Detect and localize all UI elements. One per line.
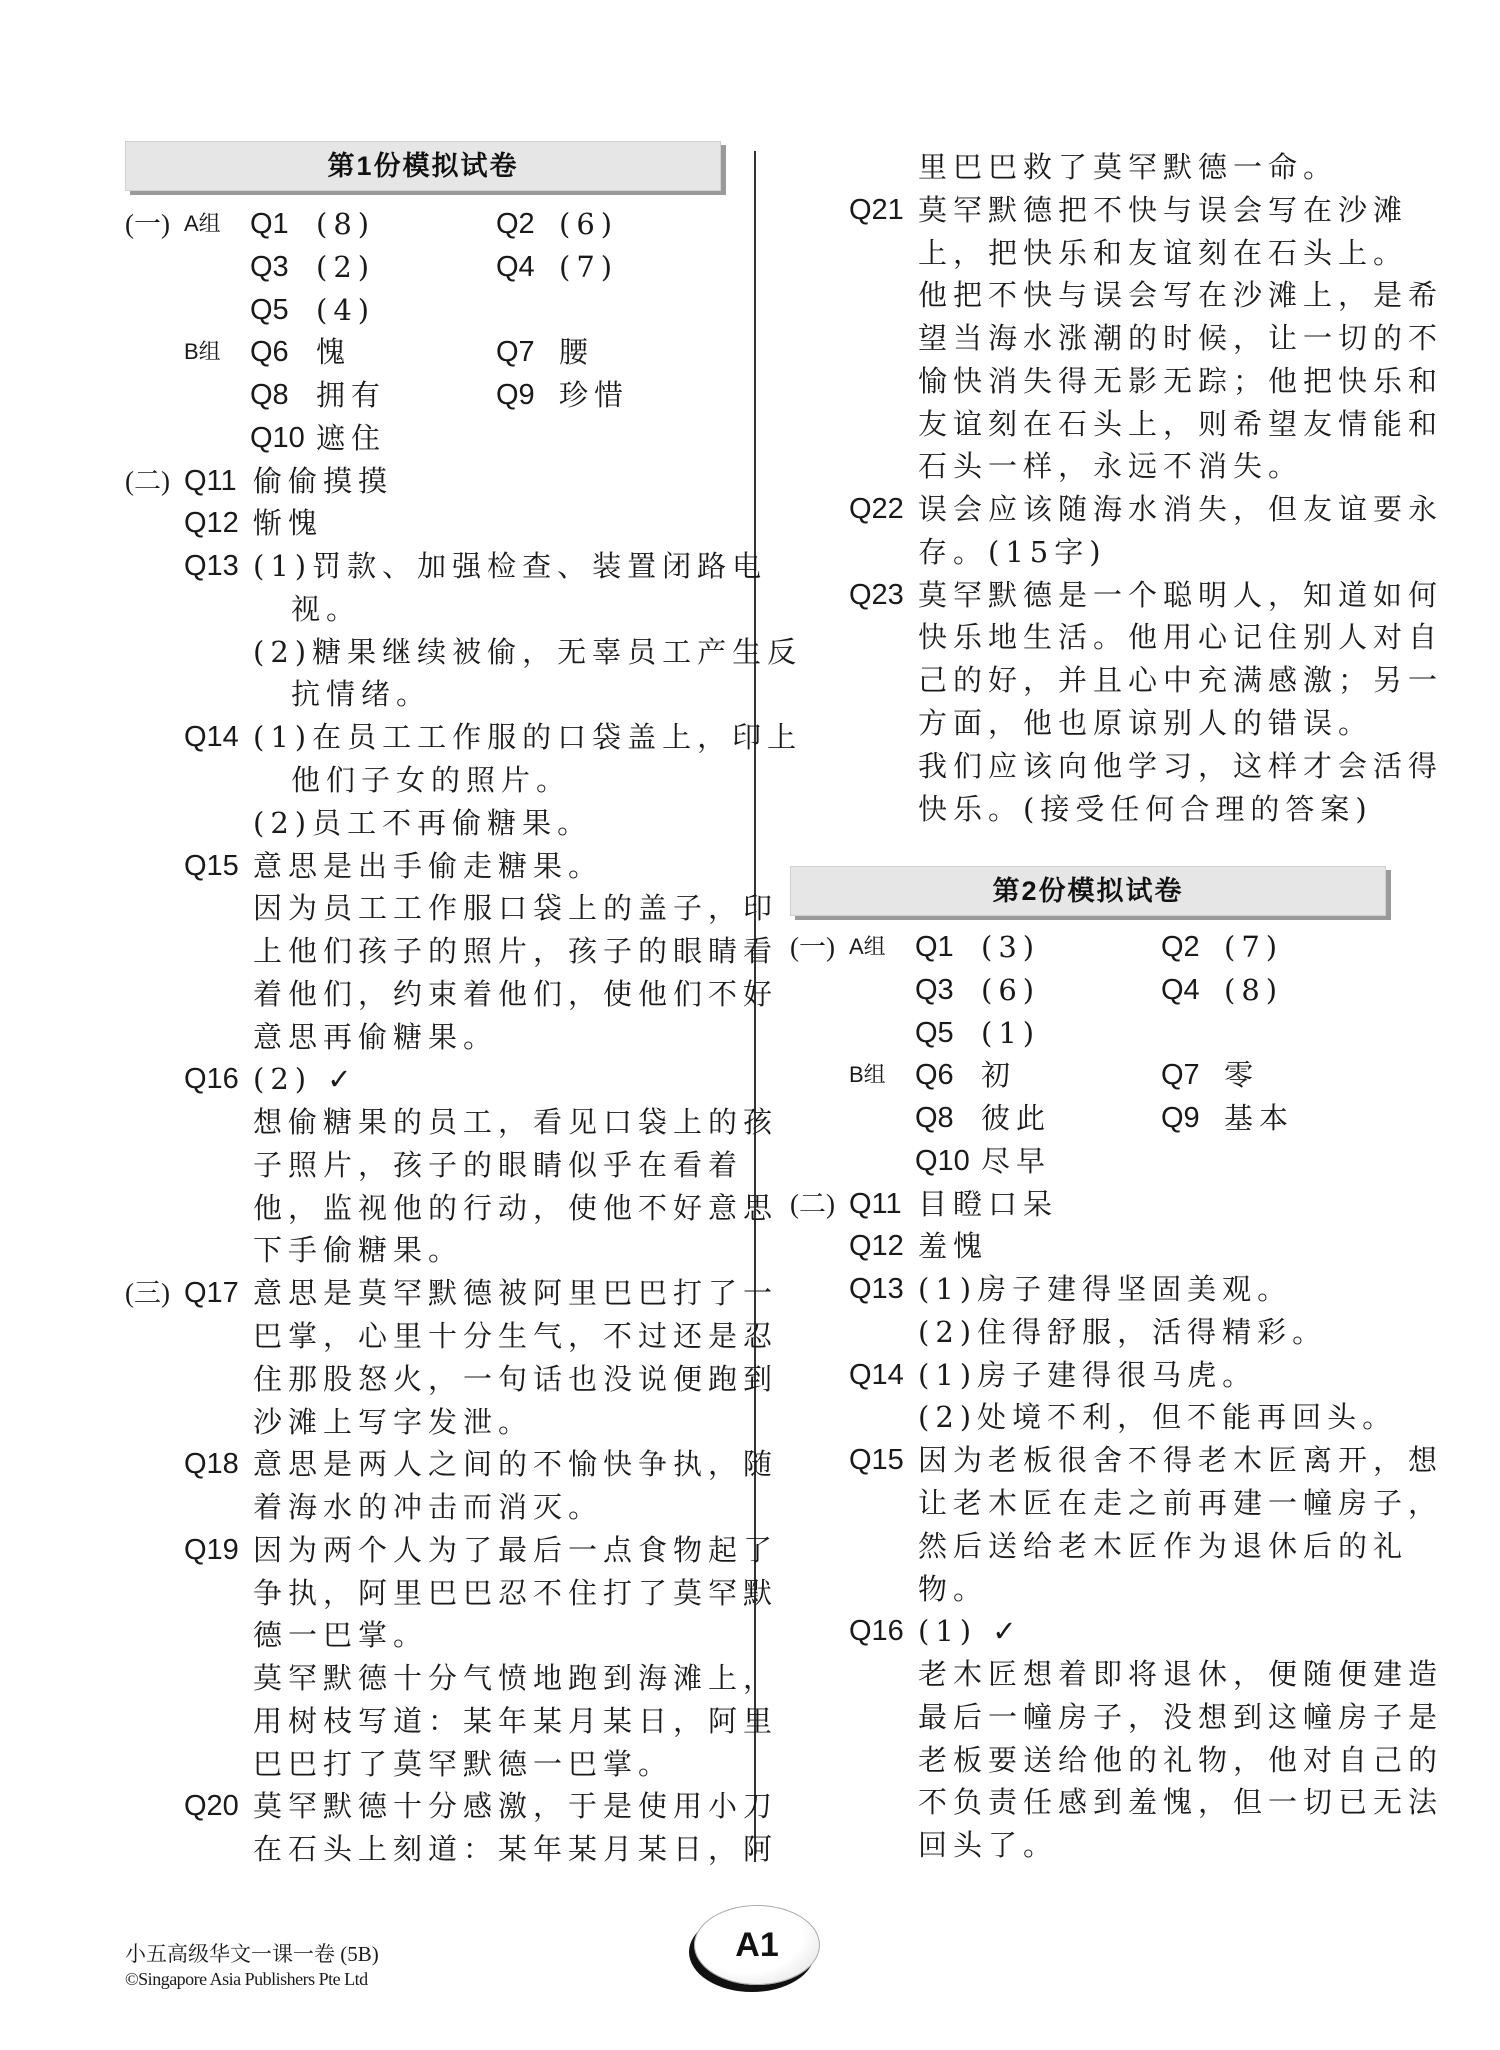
answer-row <box>125 374 725 417</box>
question-number: Q18 <box>184 1448 239 1481</box>
answer-line <box>790 616 1444 659</box>
answer-text: 拥有 <box>316 378 387 413</box>
question-number: Q16 <box>849 1615 904 1648</box>
answer-row <box>790 1354 1390 1397</box>
answer-line <box>790 659 1444 702</box>
book-title: 小五高级华文一课一卷 (5B) <box>125 1942 379 1966</box>
answer-text: 快乐。(接受任何合理的答案) <box>918 791 1373 826</box>
answer-line <box>125 631 803 674</box>
answer-row <box>790 1054 1390 1097</box>
question-number: Q22 <box>849 493 904 526</box>
answer-row <box>125 331 725 374</box>
answer-text: 在石头上刻道：某年某月某日，阿 <box>253 1832 779 1867</box>
answer-line <box>790 1311 1390 1354</box>
answer-text: (1)房子建得很马虎。 <box>918 1357 1258 1392</box>
answer-line <box>790 1781 1444 1824</box>
answer-text: 回头了。 <box>918 1828 1059 1863</box>
question-number: Q4 <box>496 250 535 283</box>
answer-line <box>125 1743 725 1786</box>
section-label: (二) <box>790 1188 835 1219</box>
answer-line <box>125 1657 779 1700</box>
answer-text: 意思再偷糖果。 <box>253 1019 499 1054</box>
answer-text: (6) <box>981 972 1041 1007</box>
answer-line <box>125 1486 725 1529</box>
answer-line <box>125 1101 779 1144</box>
answer-line <box>790 702 1390 745</box>
answer-text: 巴掌，心里十分生气，不过还是忍 <box>253 1319 779 1354</box>
answer-line <box>790 232 1409 275</box>
question-number: Q19 <box>184 1533 239 1566</box>
question-number: Q8 <box>250 379 289 412</box>
answer-text: (2)糖果继续被偷，无辜员工产生反 <box>253 634 803 669</box>
paper1-title: 第1份模拟试卷 <box>125 141 721 191</box>
question-number: Q11 <box>849 1187 902 1220</box>
answer-text: 珍惜 <box>559 378 630 413</box>
answer-text: 彼此 <box>981 1101 1052 1136</box>
answer-text: 己的好，并且心中充满感激；另一 <box>918 663 1444 698</box>
answer-text: (1)罚款、加强检查、装置闭路电 <box>253 549 768 584</box>
question-number: Q16 <box>184 1063 239 1096</box>
answer-text: 误会应该随海水消失，但友谊要永 <box>918 492 1444 527</box>
answer-line <box>790 403 1444 446</box>
question-number: Q12 <box>849 1230 904 1263</box>
answer-text: 物。 <box>918 1571 989 1606</box>
answer-text: 莫罕默德是一个聪明人，知道如何 <box>918 577 1444 612</box>
answer-row <box>790 1183 1390 1226</box>
answer-text: 意思是两人之间的不愉快争执，随 <box>253 1447 779 1482</box>
answer-row <box>790 969 1390 1012</box>
answer-text: 巴巴打了莫罕默德一巴掌。 <box>253 1746 674 1781</box>
answer-text: 着海水的冲击而消灭。 <box>253 1490 604 1525</box>
answer-text: 不负责任感到羞愧，但一切已无法 <box>918 1785 1444 1820</box>
question-number: Q5 <box>250 293 289 326</box>
answer-text: 我们应该向他学习，这样才会活得 <box>918 748 1444 783</box>
answer-row <box>790 488 1444 531</box>
answer-text: 零 <box>1224 1058 1260 1093</box>
answer-line <box>125 1229 725 1272</box>
answer-line <box>125 887 779 930</box>
answer-row <box>790 1610 1390 1653</box>
answer-text: 莫罕默德把不快与误会写在沙滩 <box>918 192 1409 227</box>
question-number: Q13 <box>849 1273 904 1306</box>
question-number: Q23 <box>849 578 904 611</box>
answer-text: (8) <box>316 207 376 241</box>
answer-text: 因为老板很舍不得老木匠离开，想 <box>918 1443 1444 1478</box>
answer-line <box>125 1700 779 1743</box>
answer-text: 他，监视他的行动，使他不好意思 <box>253 1190 779 1225</box>
answer-row <box>125 502 725 545</box>
question-number: Q20 <box>184 1790 239 1823</box>
answer-text: 然后送给老木匠作为退休后的礼 <box>918 1528 1409 1563</box>
answer-row <box>125 203 725 246</box>
answer-row <box>790 1097 1390 1140</box>
question-number: Q1 <box>250 208 289 240</box>
question-number: Q10 <box>915 1144 970 1177</box>
answer-line <box>790 1525 1409 1568</box>
answer-text: 德一巴掌。 <box>253 1618 429 1653</box>
answer-text: 羞愧 <box>918 1229 989 1264</box>
question-number: Q7 <box>496 336 535 369</box>
answer-text: 望当海水涨潮的时候，让一切的不 <box>918 321 1444 356</box>
answer-line <box>125 1401 725 1444</box>
answer-row <box>125 545 768 588</box>
answer-line <box>790 1739 1444 1782</box>
answer-text: (1)在员工工作服的口袋盖上，印上 <box>253 720 803 755</box>
answer-text: 偷偷摸摸 <box>253 463 394 498</box>
answer-text: (8) <box>1224 972 1284 1007</box>
answer-text: 下手偷糖果。 <box>253 1233 464 1268</box>
answer-text: 让老木匠在走之前再建一幢房子， <box>918 1486 1444 1520</box>
answer-text: 子照片，孩子的眼睛似乎在看着 <box>253 1147 744 1182</box>
group-label: A组 <box>184 211 221 236</box>
answer-text: 视。 <box>291 591 362 626</box>
answer-row <box>125 845 725 888</box>
question-number: Q2 <box>496 208 535 240</box>
answer-line <box>790 745 1444 788</box>
question-number: Q21 <box>849 193 904 226</box>
answer-line <box>790 317 1444 360</box>
answer-line <box>125 973 779 1016</box>
answer-text: 愧 <box>316 335 352 370</box>
question-number: Q3 <box>915 973 954 1006</box>
answer-text: 友谊刻在石头上，则希望友情能和 <box>918 406 1444 441</box>
answer-text: 尽早 <box>981 1143 1052 1178</box>
question-number: Q7 <box>1161 1059 1200 1092</box>
answer-text: 目瞪口呆 <box>918 1186 1059 1221</box>
answer-choice-check: (1) ✓ <box>918 1614 1023 1649</box>
answer-line <box>125 1572 779 1615</box>
answer-line <box>790 1396 1398 1439</box>
answer-line <box>125 802 725 845</box>
answer-text: 因为两个人为了最后一点食物起了 <box>253 1532 779 1567</box>
answer-line <box>790 146 1390 189</box>
answer-text: 里巴巴救了莫罕默德一命。 <box>918 150 1339 184</box>
answer-text: 上，把快乐和友谊刻在石头上。 <box>918 235 1409 270</box>
page-number-badge: A1 <box>694 1905 820 1985</box>
question-number: Q1 <box>915 931 954 963</box>
answer-row <box>125 289 725 332</box>
question-number: Q15 <box>849 1444 904 1477</box>
answer-line <box>790 1482 1444 1525</box>
answer-row <box>790 1225 1390 1268</box>
answer-text: 惭愧 <box>253 506 324 541</box>
question-number: Q11 <box>184 464 237 497</box>
answer-text: 存。(15字) <box>918 534 1107 569</box>
answer-text: 愉快消失得无影无踪；他把快乐和 <box>918 363 1444 398</box>
answer-text: (3) <box>981 930 1041 964</box>
section-label: (一) <box>790 932 835 962</box>
answer-line <box>790 531 1390 574</box>
question-number: Q10 <box>250 421 305 454</box>
answer-text: 快乐地生活。他用心记住别人对自 <box>918 620 1444 655</box>
answer-text: 想偷糖果的员工，看见口袋上的孩 <box>253 1105 779 1140</box>
answer-line <box>790 274 1444 317</box>
answer-text: 莫罕默德十分气愤地跑到海滩上， <box>253 1661 779 1696</box>
answer-text: 用树枝写道：某年某月某日，阿里 <box>253 1703 779 1738</box>
answer-text: 最后一幢房子，没想到这幢房子是 <box>918 1699 1444 1734</box>
answer-text: 老板要送给他的礼物，他对自己的 <box>918 1742 1444 1777</box>
answer-line <box>125 930 779 973</box>
question-number: Q9 <box>496 379 535 412</box>
answer-row <box>790 189 1409 232</box>
answer-line <box>790 360 1444 403</box>
answer-line <box>125 1614 725 1657</box>
answer-line <box>125 1358 779 1401</box>
answer-text: 他们子女的照片。 <box>291 763 572 797</box>
answer-row <box>790 1140 1390 1183</box>
question-number: Q12 <box>184 507 239 540</box>
answer-line <box>125 1187 779 1230</box>
answer-text: 莫罕默德十分感激，于是使用小刀 <box>253 1789 779 1824</box>
answer-choice-check: (2) ✓ <box>253 1062 358 1097</box>
answer-text: 意思是出手偷走糖果。 <box>253 848 604 883</box>
section-label: (三) <box>125 1278 170 1309</box>
answer-line <box>125 759 725 802</box>
group-label: A组 <box>849 934 886 959</box>
answer-line <box>790 445 1390 488</box>
answer-text: (4) <box>316 292 376 327</box>
answer-text: 方面，他也原谅别人的错误。 <box>918 706 1374 740</box>
copyright: ©Singapore Asia Publishers Pte Ltd <box>125 1969 368 1989</box>
question-number: Q5 <box>915 1016 954 1049</box>
answer-row <box>125 1272 779 1315</box>
section-label: (二) <box>125 465 170 496</box>
question-number: Q4 <box>1161 973 1200 1006</box>
answer-row <box>790 574 1444 617</box>
answer-text: (2)处境不利，但不能再回头。 <box>918 1400 1398 1435</box>
question-number: Q13 <box>184 550 239 583</box>
answer-text: 他把不快与误会写在沙滩上，是希 <box>918 278 1444 313</box>
answer-line <box>790 1824 1390 1867</box>
answer-line <box>125 673 725 716</box>
answer-text: (2) <box>316 249 376 284</box>
question-number: Q6 <box>915 1059 954 1092</box>
answer-row <box>125 1443 779 1486</box>
question-number: Q6 <box>250 336 289 369</box>
question-number: Q2 <box>1161 931 1200 963</box>
answer-line <box>125 1144 744 1187</box>
answer-text: 上他们孩子的照片，孩子的眼睛看 <box>253 934 779 969</box>
question-number: Q8 <box>915 1102 954 1135</box>
answer-row <box>125 1785 779 1828</box>
answer-line <box>125 1828 779 1871</box>
answer-text: 遮住 <box>316 420 387 455</box>
answer-text: 腰 <box>559 335 595 370</box>
answer-line <box>790 1568 1390 1611</box>
answer-text: 意思是莫罕默德被阿里巴巴打了一 <box>253 1276 779 1311</box>
answer-text: 沙滩上写字发泄。 <box>253 1404 534 1439</box>
question-number: Q17 <box>184 1277 239 1310</box>
answer-line <box>790 1696 1444 1739</box>
answer-text: (1)房子建得坚固美观。 <box>918 1272 1293 1307</box>
answer-text: 着他们，约束着他们，使他们不好 <box>253 976 779 1011</box>
answer-row <box>790 1439 1444 1482</box>
answer-text: (7) <box>1224 930 1284 964</box>
answer-row <box>125 1529 779 1572</box>
answer-row <box>125 246 725 289</box>
group-label: B组 <box>184 339 221 365</box>
answer-row <box>125 460 725 503</box>
answer-text: (1) <box>981 1015 1041 1050</box>
answer-text: (2)员工不再偷糖果。 <box>253 805 593 840</box>
answer-text: 基本 <box>1224 1101 1295 1136</box>
answer-text: 争执，阿里巴巴忍不住打了莫罕默 <box>253 1575 779 1610</box>
answer-row <box>125 417 725 460</box>
question-number: Q15 <box>184 849 239 882</box>
answer-text: (2)住得舒服，活得精彩。 <box>918 1314 1328 1349</box>
answer-row <box>790 1268 1390 1311</box>
group-label: B组 <box>849 1062 886 1088</box>
question-number: Q14 <box>184 721 239 754</box>
answer-line <box>125 1016 725 1059</box>
answer-text: (6) <box>559 207 619 241</box>
answer-text: 抗情绪。 <box>291 677 432 712</box>
answer-text: (7) <box>559 249 619 284</box>
answer-text: 石头一样，永远不消失。 <box>918 449 1304 484</box>
answer-text: 住那股怒火，一句话也没说便跑到 <box>253 1361 779 1396</box>
paper2-title: 第2份模拟试卷 <box>790 866 1386 916</box>
answer-line <box>790 1653 1444 1696</box>
answer-text: 因为员工工作服口袋上的盖子，印 <box>253 891 779 926</box>
answer-text: 初 <box>981 1058 1017 1093</box>
answer-row <box>125 1058 725 1101</box>
answer-line <box>790 788 1390 831</box>
section-label: (一) <box>125 209 170 239</box>
answer-row <box>125 716 803 759</box>
answer-text: 老木匠想着即将退休，便随便建造 <box>918 1657 1444 1692</box>
question-number: Q3 <box>250 250 289 283</box>
answer-row <box>790 926 1390 969</box>
answer-line <box>125 1315 779 1358</box>
question-number: Q14 <box>849 1358 904 1391</box>
answer-line <box>125 588 725 631</box>
answer-row <box>790 1012 1390 1055</box>
question-number: Q9 <box>1161 1102 1200 1135</box>
